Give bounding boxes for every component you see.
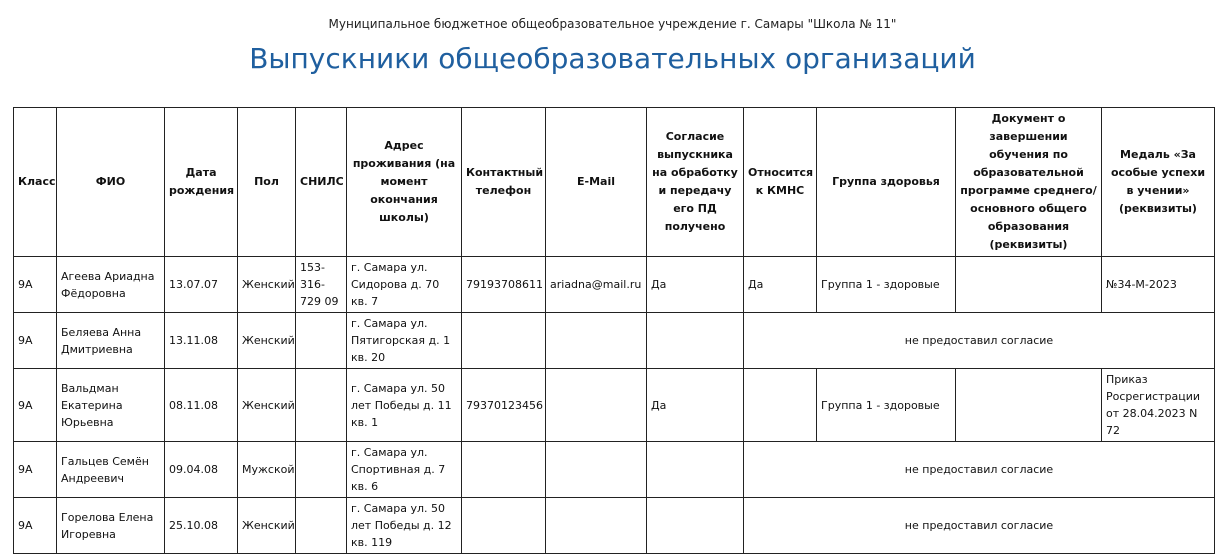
cell-address: г. Самара ул. 50 лет Победы д. 11 кв. 1 <box>347 369 462 442</box>
cell-snils <box>296 369 347 442</box>
cell-snils <box>296 313 347 369</box>
cell-class: 9А <box>14 442 57 498</box>
cell-email <box>546 498 647 554</box>
cell-sex: Женский <box>238 313 296 369</box>
column-header-snils: СНИЛС <box>296 108 347 257</box>
table-row <box>14 498 1215 554</box>
cell-consent <box>647 442 744 498</box>
cell-kmns <box>744 369 817 442</box>
cell-address: г. Самара ул. Спортивная д. 7 кв. 6 <box>347 442 462 498</box>
cell-kmns: Да <box>744 257 817 313</box>
cell-sex: Мужской <box>238 442 296 498</box>
cell-snils: 153-316-729 09 <box>296 257 347 313</box>
column-header-phone: Контактный телефон <box>462 108 546 257</box>
table-row <box>14 257 1215 313</box>
cell-medal: №34-М-2023 <box>1102 257 1215 313</box>
column-header-medal: Медаль «За особые успехи в учении» (реквизиты) <box>1102 108 1215 257</box>
cell-no-consent: не предоставил согласие <box>744 313 1215 369</box>
table-row <box>14 442 1215 498</box>
column-header-consent: Согласие выпускника на обработку и передачу его ПД получено <box>647 108 744 257</box>
column-header-address: Адрес проживания (на момент окончания школы) <box>347 108 462 257</box>
cell-fio: Горелова Елена Игоревна <box>57 498 165 554</box>
cell-consent: Да <box>647 369 744 442</box>
cell-sex: Женский <box>238 369 296 442</box>
graduates-table <box>13 107 1215 554</box>
cell-fio: Гальцев Семён Андреевич <box>57 442 165 498</box>
cell-health-group: Группа 1 - здоровые <box>817 369 956 442</box>
organization-name: Муниципальное бюджетное общеобразовательное учреждение г. Самары "Школа № 11" <box>328 17 897 31</box>
column-header-document: Документ о завершении обучения по образовательной программе среднего/основного общего образования (реквизиты) <box>956 108 1102 257</box>
cell-class: 9А <box>14 257 57 313</box>
column-header-fio: ФИО <box>57 108 165 257</box>
cell-consent: Да <box>647 257 744 313</box>
cell-phone <box>462 442 546 498</box>
cell-sex: Женский <box>238 498 296 554</box>
cell-birth-date: 25.10.08 <box>165 498 238 554</box>
cell-document <box>956 369 1102 442</box>
cell-birth-date: 09.04.08 <box>165 442 238 498</box>
cell-no-consent: не предоставил согласие <box>744 442 1215 498</box>
cell-birth-date: 13.11.08 <box>165 313 238 369</box>
cell-class: 9А <box>14 313 57 369</box>
table-row <box>14 369 1215 442</box>
cell-consent <box>647 498 744 554</box>
cell-consent <box>647 313 744 369</box>
cell-phone <box>462 313 546 369</box>
cell-phone: 79370123456 <box>462 369 546 442</box>
cell-phone <box>462 498 546 554</box>
cell-phone: 79193708611 <box>462 257 546 313</box>
cell-birth-date: 13.07.07 <box>165 257 238 313</box>
cell-address: г. Самара ул. 50 лет Победы д. 12 кв. 119 <box>347 498 462 554</box>
table-header-row <box>14 108 1215 257</box>
column-header-email: E-Mail <box>546 108 647 257</box>
cell-birth-date: 08.11.08 <box>165 369 238 442</box>
column-header-birth-date: Дата рождения <box>165 108 238 257</box>
cell-email <box>546 313 647 369</box>
cell-document <box>956 257 1102 313</box>
column-header-class: Класс <box>14 108 57 257</box>
cell-email <box>546 369 647 442</box>
cell-email: ariadna@mail.ru <box>546 257 647 313</box>
cell-snils <box>296 498 347 554</box>
cell-sex: Женский <box>238 257 296 313</box>
cell-no-consent: не предоставил согласие <box>744 498 1215 554</box>
cell-medal: Приказ Росрегистрации от 28.04.2023 N 72 <box>1102 369 1215 442</box>
cell-class: 9А <box>14 369 57 442</box>
cell-address: г. Самара ул. Пятигорская д. 1 кв. 20 <box>347 313 462 369</box>
cell-fio: Беляева Анна Дмитриевна <box>57 313 165 369</box>
cell-fio: Вальдман Екатерина Юрьевна <box>57 369 165 442</box>
cell-snils <box>296 442 347 498</box>
table-body <box>14 257 1215 554</box>
column-header-kmns: Относится к КМНС <box>744 108 817 257</box>
cell-fio: Агеева Ариадна Фёдоровна <box>57 257 165 313</box>
page-title: Выпускники общеобразовательных организаций <box>249 42 976 75</box>
cell-class: 9А <box>14 498 57 554</box>
column-header-sex: Пол <box>238 108 296 257</box>
column-header-health-group: Группа здоровья <box>817 108 956 257</box>
table-row <box>14 313 1215 369</box>
cell-address: г. Самара ул. Сидорова д. 70 кв. 7 <box>347 257 462 313</box>
cell-email <box>546 442 647 498</box>
cell-health-group: Группа 1 - здоровые <box>817 257 956 313</box>
